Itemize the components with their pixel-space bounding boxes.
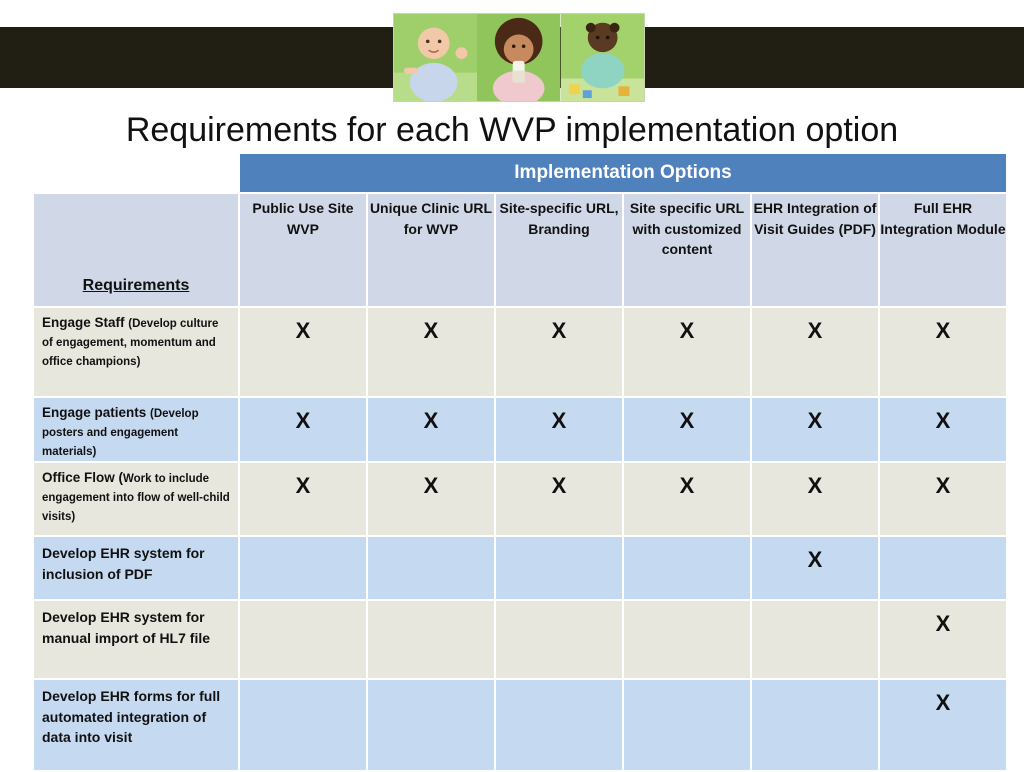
mark-cell: X bbox=[751, 536, 879, 600]
toddler-blocks-photo bbox=[561, 14, 644, 101]
column-header-ehr-visit-guides: EHR Integration of Visit Guides (PDF) bbox=[751, 193, 879, 307]
column-header-unique-clinic-url: Unique Clinic URL for WVP bbox=[367, 193, 495, 307]
mark-cell: X bbox=[879, 307, 1007, 397]
mark-cell: X bbox=[623, 307, 751, 397]
mark-cell: X bbox=[879, 397, 1007, 462]
mark-cell bbox=[367, 600, 495, 679]
table-row bbox=[33, 397, 1007, 462]
mark-cell: X bbox=[879, 600, 1007, 679]
column-header-site-specific-custom-content: Site specific URL with customized content bbox=[623, 193, 751, 307]
column-header-full-ehr-module: Full EHR Integration Module bbox=[879, 193, 1007, 307]
mark-cell: X bbox=[239, 462, 367, 536]
mark-cell: X bbox=[751, 397, 879, 462]
requirements-table bbox=[32, 152, 1008, 772]
table-row bbox=[33, 679, 1007, 771]
mark-cell: X bbox=[239, 397, 367, 462]
mark-cell: X bbox=[751, 462, 879, 536]
mark-cell bbox=[239, 600, 367, 679]
mark-cell: X bbox=[367, 462, 495, 536]
mark-cell: X bbox=[495, 397, 623, 462]
requirement-label: Engage patients (Develop posters and engagement materials) bbox=[33, 397, 239, 462]
mark-cell bbox=[495, 536, 623, 600]
requirements-column-header: Requirements bbox=[33, 193, 239, 307]
header-photo-strip bbox=[393, 13, 645, 102]
mark-cell: X bbox=[623, 397, 751, 462]
mark-cell bbox=[495, 600, 623, 679]
mark-cell: X bbox=[239, 307, 367, 397]
page-title: Requirements for each WVP implementation option bbox=[125, 111, 899, 149]
mark-cell bbox=[751, 600, 879, 679]
mark-cell: X bbox=[751, 307, 879, 397]
mark-cell bbox=[751, 679, 879, 771]
mark-cell bbox=[367, 679, 495, 771]
table-row bbox=[33, 536, 1007, 600]
mark-cell: X bbox=[367, 307, 495, 397]
mark-cell: X bbox=[367, 397, 495, 462]
mark-cell bbox=[367, 536, 495, 600]
mark-cell bbox=[623, 536, 751, 600]
column-header-site-specific-branding: Site-specific URL, Branding bbox=[495, 193, 623, 307]
mark-cell bbox=[623, 600, 751, 679]
mark-cell bbox=[623, 679, 751, 771]
mark-cell: X bbox=[879, 462, 1007, 536]
mark-cell: X bbox=[495, 307, 623, 397]
mark-cell bbox=[239, 536, 367, 600]
table-row bbox=[33, 600, 1007, 679]
requirement-label: Develop EHR system for manual import of HL7 file bbox=[33, 600, 239, 679]
mark-cell bbox=[239, 679, 367, 771]
requirement-label: Develop EHR forms for full automated integration of data into visit bbox=[33, 679, 239, 771]
requirement-label: Engage Staff (Develop culture of engagement, momentum and office champions) bbox=[33, 307, 239, 397]
mark-cell: X bbox=[879, 679, 1007, 771]
requirement-label: Office Flow (Work to include engagement into flow of well-child visits) bbox=[33, 462, 239, 536]
mark-cell: X bbox=[623, 462, 751, 536]
mark-cell bbox=[879, 536, 1007, 600]
baby-photo bbox=[394, 14, 477, 101]
toddler-drinking-photo bbox=[477, 14, 560, 101]
table-corner bbox=[33, 153, 239, 193]
mark-cell: X bbox=[495, 462, 623, 536]
column-header-public-use-site: Public Use Site WVP bbox=[239, 193, 367, 307]
requirement-label: Develop EHR system for inclusion of PDF bbox=[33, 536, 239, 600]
implementation-options-header: Implementation Options bbox=[239, 153, 1007, 193]
table-row bbox=[33, 462, 1007, 536]
mark-cell bbox=[495, 679, 623, 771]
table-row bbox=[33, 307, 1007, 397]
